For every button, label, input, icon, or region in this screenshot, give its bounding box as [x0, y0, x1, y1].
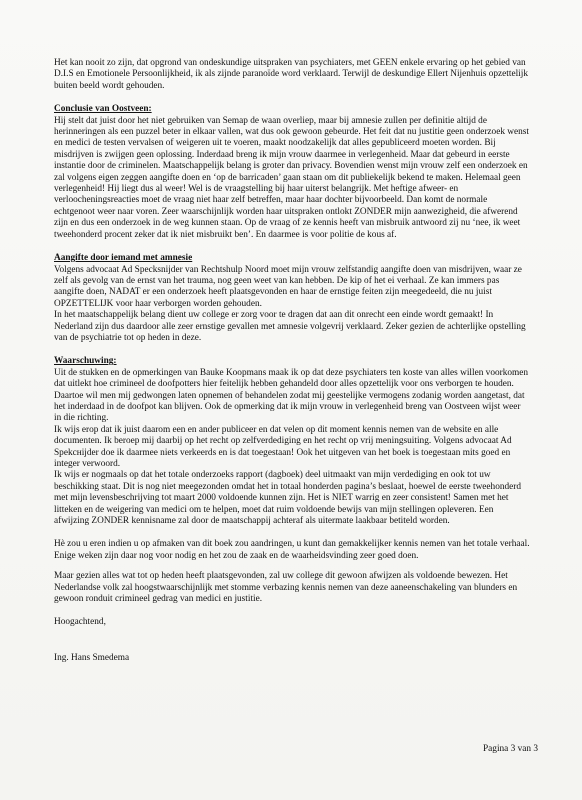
section-paragraph: In het maatschappelijk belang dient uw college er zorg voor te dragen dat aan dit onrecht een einde wordt gemaakt! In Nederland zijn dus daardoor alle zeer ernstige gevallen met amnesie volgevrij verklaard. Zeker gezien de achterlijke opstelling van de psychiatrie tot op heden in deze. [54, 310, 526, 343]
section-paragraph: Uit de stukken en de opmerkingen van Bauke Koopmans maak ik op dat deze psychiaters ten koste van alles willen voorkomen dat uitlekt hoe crimineel de doofpotters hier feitelijk hebben gehandeld door alles opzettelijk voor ons verborgen te houden. Daartoe wil men mij gedwongen laten opnemen of behandelen zodat mij geestelijke vermogens zodanig worden aangetast, dat het inderdaad in de doofpot kan blijven. Ook de opmerking dat ik mijn vrouw in verlegenheid breng van Oostveen wijst weer in die richting. [54, 367, 529, 424]
intro-paragraph: Het kan nooit zo zijn, dat opgrond van ondeskundige uitspraken van psychiaters, met GEEN enkele ervaring op het gebied van D.I.S en Emotionele Persoonlijkheid, ik als zijnde paranoïde word verklaard. Terwijl de deskundige Ellert Nijenhuis opzettelijk buiten beeld wordt gehouden. [54, 58, 528, 91]
section-paragraph: Volgens advocaat Ad Specksnijder van Rechtshulp Noord moet mijn vrouw zelfstandig aangifte doen van misdrijven, waar ze zelf als gevolg van de ernst van het trauma, nog geen weet van kan hebben. De kip of het ei verhaal. Ze kan immers pas aangifte doen, NADAT er een onderzoek heeft plaatsgevonden en haar de ernstige feiten zijn meegedeeld, die nu juist OPZETTELIJK voor haar verborgen worden gehouden. [54, 264, 522, 309]
section-heading-conclusie: Conclusie van Oostveen: [54, 104, 152, 115]
closing-paragraph: Hè zou u eren indien u op afmaken van dit boek zou aandringen, u kunt dan gemakkelijker kennis nemen van het totale verhaal. Enige weken zijn daar nog voor nodig en het zou de zaak en de waarheidsvinding zeer goed doen. [54, 539, 530, 561]
section-paragraph: Ik wijs er nogmaals op dat het totale onderzoeks rapport (dagboek) deel uitmaakt van mijn verdediging en ook tot uw beschikking staat. Dit is nog niet meegezonden omdat het in totaal honderden pagina’s beslaat, hoewel de eerste tweehonderd met mijn levensbeschrijving tot maart 2000 voldoende kunnen zijn. Het is NIET warrig en zeer consistent! Samen met het litteken en de weigering van medici om te helpen, moet dat ruim voldoende bewijs van mijn stellingen opleveren. Een afwijzing ZONDER kennisname zal door de maatschappij achteraf als uitermate laakbaar betiteld worden. [54, 470, 522, 527]
greeting: Hoogachtend, [54, 617, 106, 628]
section-paragraph: Ik wijs erop dat ik juist daarom een en ander publiceer en dat velen op dit moment kennis nemen van de website en alle documenten. Ik beroep mij daarbij op het recht op zelfverdediging en het recht op vrij meningsuiting. Volgens advocaat Ad Spekснijder doe ik daarmee niets verkeerds en is dat toegestaan! Ook het uitgeven van het boek is toegestaan mits goed en integer verwoord. [54, 424, 512, 469]
section-heading-aangifte: Aangifte door iemand met amnesie [54, 253, 193, 264]
closing-paragraph: Maar gezien alles wat tot op heden heeft plaatsgevonden, zal uw college dit gewoon afwijzen als voldoende bewezen. Het Nederlandse volk zal hoogstwaarschijnlijk met stomme verbazing kennis nemen van deze aaneenschakeling van blunders en gewoon ronduit crimineel gedrag van medici en justitie. [54, 571, 518, 605]
page-number: Pagina 3 van 3 [483, 744, 538, 754]
section-paragraph: Hij stelt dat juist door het niet gebruiken van Semap de waan overliep, maar bij amnesie zullen per definitie altijd de herinneringen als een puzzel beter in elkaar vallen, wat dus ook gewoon gebeurde. Het feit dat nu justitie geen onderzoek wenst en medici de testen vervalsen of weigeren uit te voeren, maakt noodzakelijk dat alles gepubliceerd moeten worden. Bij misdrijven is zwijgen geen oplossing. Inderdaad breng ik mijn vrouw daarmee in verlegenheid. Maar dat gebeurd in eerste instantie door de criminelen. Maatschappelijk belang is groter dan privacy. Bovendien wenst mijn vrouw zelf een onderzoek en zal volgens eigen zeggen aangifte doen en ‘op de barricaden’ gaan staan om dit publiekelijk bekend te maken. Helemaal geen verlegenheid! Hij liegt dus al weer! Wel is de vraagstelling bij haar uiterst belangrijk. Met heftige afweer- en verloocheningsreacties moet de vraag niet haar zelf betreffen, maar haar dochter bijvoorbeeld. Dan komt de normale echtgenoot weer naar voren. Zeer waarschijnlijk worden haar uitspraken ontlokt ZONDER mijn aanwezigheid, die afwerend zijn en dus een onderzoek in de weg kunnen staan. Op de vraag of ze kennis heeft van misbruik antwoord zij nu ‘nee, ik weet tweehonderd procent zeker dat ik niet misbruikt ben’. En daarmee is voor politie de kous af. [54, 115, 529, 240]
section-heading-waarschuwing: Waarschuwing: [54, 356, 117, 367]
signature: Ing. Hans Smedema [54, 652, 130, 663]
